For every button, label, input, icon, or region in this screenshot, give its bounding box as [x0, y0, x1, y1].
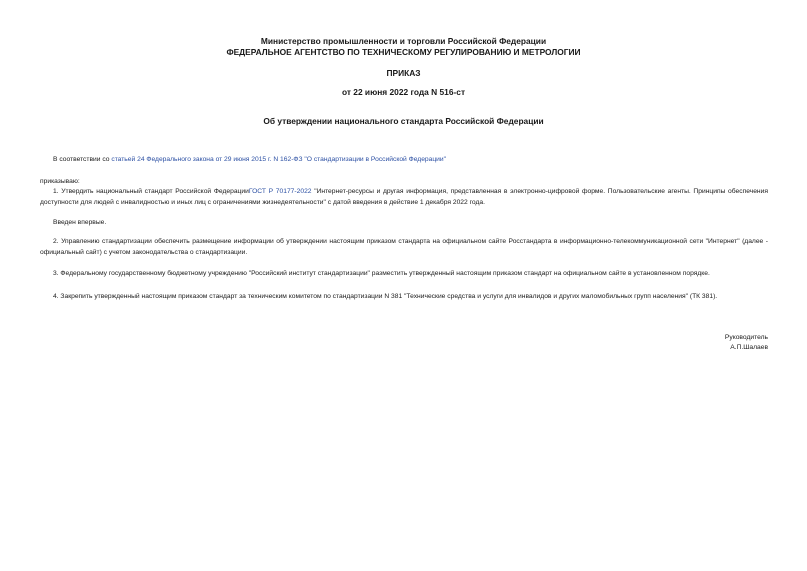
signatory-name: А.П.Шалаев [730, 344, 768, 351]
document-type: ПРИКАЗ [386, 68, 421, 78]
item-3-paragraph: 3. Федеральному государственному бюджетному учреждению "Российский институт стандартизации" разместить утвержденный настоящим приказом стандарт на официальном сайте в установленном порядке. [53, 270, 710, 277]
intro-paragraph [53, 155, 446, 166]
item-1-paragraph [40, 187, 768, 208]
document-date-number: от 22 июня 2022 года N 516-ст [341, 87, 466, 97]
signatory-title: Руководитель [724, 334, 768, 341]
item-4-paragraph: 4. Закрепить утвержденный настоящим приказом стандарт за техническим комитетом по стандартизации N 381 "Технические средства и услуги для инвалидов и других маломобильных групп населения" (ТК 381). [53, 293, 718, 300]
item-1-suffix: "Интернет-ресурсы и другая информация, представленная в электронно-цифровой форме. Пользовательские агенты. Принципы обеспечения доступности для людей с инвалидностью и иных лиц с ограничениями жизнедеятельности" с датой введения в действие 1 декабря 2022 года. [40, 188, 768, 206]
item-2-paragraph: 2. Управлению стандартизации обеспечить размещение информации об утверждении настоящим приказом стандарта на официальном сайте Росстандарта в информационно-телекоммуникационной сети "Интернет" (далее - официальный сайт) с учетом законодательства о стандартизации. [40, 238, 768, 256]
agency-name: ФЕДЕРАЛЬНОЕ АГЕНТСТВО ПО ТЕХНИЧЕСКОМУ РЕГУЛИРОВАНИЮ И МЕТРОЛОГИИ [226, 47, 581, 57]
gost-standard-link[interactable]: ГОСТ Р 70177-2022 [248, 188, 312, 195]
ministry-name: Министерство промышленности и торговли Российской Федерации [260, 36, 547, 46]
item-1-note: Введен впервые. [53, 219, 107, 226]
document-subject: Об утверждении национального стандарта Российской Федерации [263, 116, 544, 126]
federal-law-link[interactable]: статьей 24 Федерального закона от 29 июня 2015 г. N 162-ФЗ "О стандартизации в Российской Федерации" [111, 156, 447, 163]
item-1-prefix: 1. Утвердить национальный стандарт Российской Федерации [53, 188, 249, 195]
intro-prefix: В соответствии со [53, 156, 112, 163]
order-word: приказываю: [40, 178, 80, 185]
